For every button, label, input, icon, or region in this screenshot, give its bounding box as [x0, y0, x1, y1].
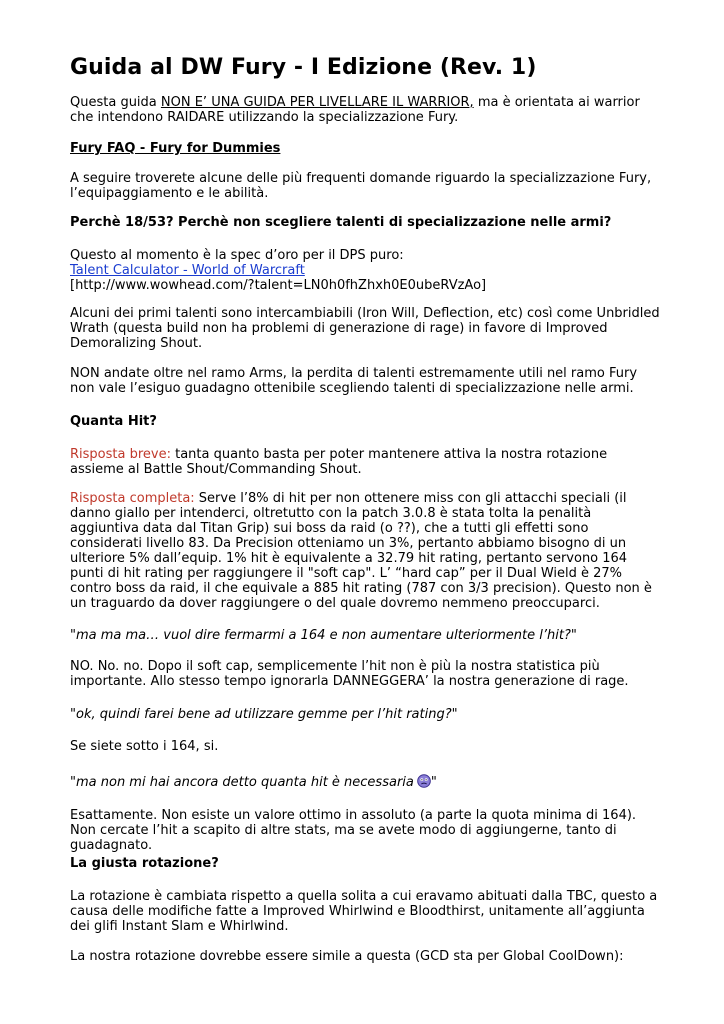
- intro-text-pre: Questa guida: [70, 95, 161, 110]
- quote-2: [70, 707, 660, 722]
- intro-underlined: NON E’ UNA GUIDA PER LIVELLARE IL WARRIOR,: [160, 95, 474, 110]
- quote-2-text: ok, quindi farei bene ad utilizzare gemme per l’hit rating?: [75, 707, 452, 722]
- quote-3-text: ma non mi hai ancora detto quanta hit è necessaria: [75, 775, 414, 790]
- full-answer-label: Risposta completa:: [70, 491, 195, 506]
- short-answer-paragraph: [70, 447, 660, 477]
- talent-url-text: [http://www.wowhead.com/?talent=LN0h0fhZhxh0E0ubeRVzAo]: [70, 278, 487, 293]
- rotation-paragraph-2: La nostra rotazione dovrebbe essere simile a questa (GCD sta per Global CoolDown):: [70, 949, 624, 964]
- question-1-heading: Perchè 18/53? Perchè non scegliere talenti di specializzazione nelle armi?: [70, 215, 612, 230]
- intro-text-post: ma è orientata ai warrior che intendono RAIDARE utilizzando la specializzazione Fury.: [70, 95, 640, 125]
- rotation-paragraph-1: La rotazione è cambiata rispetto a quella solita a cui eravamo abituati dalla TBC, questo a causa delle modifiche fatte a Improved Whirlwind e Bloodthirst, unitamente all’aggiunta dei glifi Instant Slam e Whirlwind.: [70, 889, 658, 934]
- quote-mark-open: ": [70, 775, 76, 790]
- confused-smiley-icon: [417, 774, 431, 788]
- answer-1: NO. No. no. Dopo il soft cap, semplicemente l’hit non è più la nostra statistica più importante. Allo stesso tempo ignorarla DANNEGGERA’ la nostra generazione di rage.: [70, 659, 629, 689]
- question-1-paragraph-3: NON andate oltre nel ramo Arms, la perdita di talenti estremamente utili nel ramo Fury non vale l’esiguo guadagno ottenibile scegliendo talenti di specializzazione nelle armi.: [70, 366, 638, 396]
- short-answer-text: tanta quanto basta per poter mantenere attiva la nostra rotazione assieme al Battle Shout/Commanding Shout.: [70, 447, 608, 477]
- question-1-paragraph-1: [70, 248, 660, 293]
- faq-heading: Fury FAQ - Fury for Dummies: [70, 141, 281, 156]
- quote-mark-close: ": [430, 775, 437, 790]
- quote-mark-close: ": [451, 707, 458, 722]
- full-answer-paragraph: [70, 491, 660, 611]
- question-2-heading: Quanta Hit?: [70, 414, 157, 429]
- faq-intro: A seguire troverete alcune delle più frequenti domande riguardo la specializzazione Fury, l’equipaggiamento e le abilità.: [70, 171, 652, 201]
- question-1-paragraph-2: Alcuni dei primi talenti sono intercambiabili (Iron Will, Deflection, etc) così come Unbridled Wrath (questa build non ha problemi di generazione di rage) in favore di Improved Demoralizing Shout.: [70, 306, 660, 351]
- quote-mark-close: ": [570, 628, 577, 643]
- quote-3: [70, 774, 660, 790]
- intro-paragraph: [70, 95, 660, 125]
- spec-intro-text: Questo al momento è la spec d’oro per il DPS puro:: [70, 248, 404, 263]
- short-answer-label: Risposta breve:: [70, 447, 171, 462]
- quote-mark-open: ": [70, 707, 76, 722]
- answer-2: Se siete sotto i 164, si.: [70, 739, 219, 754]
- question-3-heading: La giusta rotazione?: [70, 856, 219, 871]
- page-title: Guida al DW Fury - I Edizione (Rev. 1): [70, 55, 537, 80]
- answer-3: Esattamente. Non esiste un valore ottimo in assoluto (a parte la quota minima di 164). Non cercate l’hit a scapito di altre stats, ma se avete modo di aggiungerne, tanto di guadagnato.: [70, 808, 637, 853]
- quote-mark-open: ": [70, 628, 76, 643]
- quote-1-text: ma ma ma… vuol dire fermarmi a 164 e non aumentare ulteriormente l’hit?: [75, 628, 571, 643]
- quote-1: [70, 628, 660, 643]
- talent-calculator-link[interactable]: Talent Calculator - World of Warcraft: [70, 263, 305, 278]
- full-answer-text: Serve l’8% di hit per non ottenere miss con gli attacchi speciali (il danno giallo per intenderci, oltretutto con la patch 3.0.8 è stata tolta la penalità aggiuntiva data dal Titan Grip) sui boss da raid (o ??), che a tutti gli effetti sono considerati livello 83. Da Precision otteniamo un 3%, pertanto abbiamo bisogno di un ulteriore 5% dall’equip. 1% hit è equivalente a 32.79 hit rating, pertanto servono 164 punti di hit rating per raggiungere il "soft cap". L’ “hard cap” per il Dual Wield è 27% contro boss da raid, il che equivale a 885 hit rating (787 con 3/3 precision). Questo non è un traguardo da dover raggiungere o del quale dovremo nemmeno preoccuparci.: [70, 491, 652, 611]
